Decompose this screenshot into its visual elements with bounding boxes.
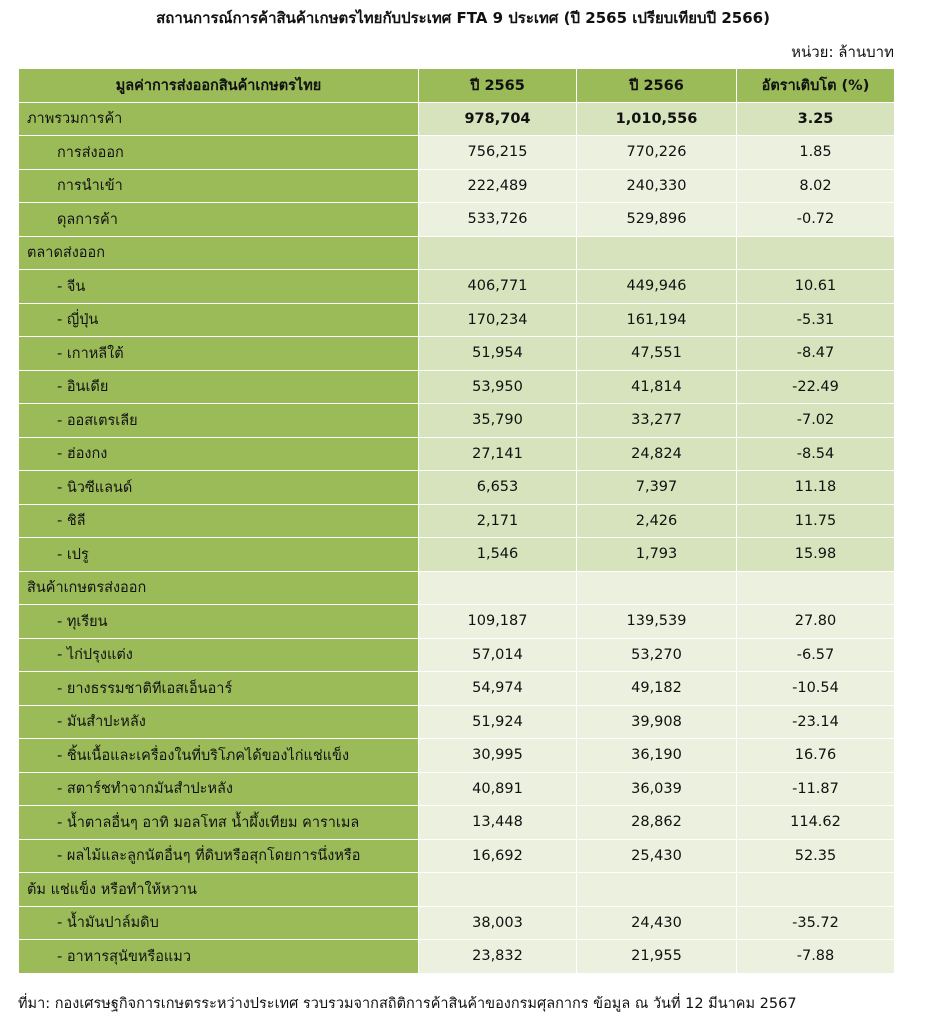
table-row-product [19, 806, 895, 840]
row-label: - เปรู [19, 538, 419, 572]
row-label: - มันสำปะหลัง [19, 705, 419, 739]
growth-value: -35.72 [737, 906, 895, 940]
value-2565: 756,215 [419, 136, 577, 170]
value-2565: 13,448 [419, 806, 577, 840]
value-2566: 240,330 [577, 169, 737, 203]
value-2566: 24,824 [577, 437, 737, 471]
table-row-product [19, 839, 895, 873]
table-row-market [19, 270, 895, 304]
growth-value: 15.98 [737, 538, 895, 572]
row-label: - เกาหลีใต้ [19, 337, 419, 371]
value-2565: 109,187 [419, 605, 577, 639]
value-2565: 978,704 [419, 102, 577, 136]
value-2565: 53,950 [419, 370, 577, 404]
table-row-product [19, 940, 895, 974]
row-label: - ออสเตรเลีย [19, 404, 419, 438]
table-row-product [19, 672, 895, 706]
source-note: ที่มา: กองเศรษฐกิจการเกษตรระหว่างประเทศ รวบรวมจากสถิติการค้าสินค้าของกรมศุลกากร ข้อมูล ณ วันที่ 12 มีนาคม 2567 [18, 996, 797, 1012]
row-label: - ทุเรียน [19, 605, 419, 639]
table-row-market [19, 370, 895, 404]
value-2565: 1,546 [419, 538, 577, 572]
value-2566: 1,010,556 [577, 102, 737, 136]
row-label: - อาหารสุนัขหรือแมว [19, 940, 419, 974]
row-label: - ญี่ปุ่น [19, 303, 419, 337]
growth-value: 10.61 [737, 270, 895, 304]
growth-value: 8.02 [737, 169, 895, 203]
table-row-total [19, 102, 895, 136]
row-label: ภาพรวมการค้า [19, 102, 419, 136]
table-row-product [19, 772, 895, 806]
value-2566: 529,896 [577, 203, 737, 237]
value-2565: 170,234 [419, 303, 577, 337]
value-2566: 770,226 [577, 136, 737, 170]
value-2566: 39,908 [577, 705, 737, 739]
value-2565: 38,003 [419, 906, 577, 940]
value-2566: 449,946 [577, 270, 737, 304]
growth-value: 27.80 [737, 605, 895, 639]
growth-value: -22.49 [737, 370, 895, 404]
row-label: - ชิลี [19, 504, 419, 538]
table-row-market [19, 404, 895, 438]
row-label: - น้ำมันปาล์มดิบ [19, 906, 419, 940]
table-row-market [19, 471, 895, 505]
table-row-product [19, 638, 895, 672]
value-2566: 36,190 [577, 739, 737, 773]
row-label-continuation: ต้ม แช่แข็ง หรือทำให้หวาน [19, 873, 419, 907]
section-title: ตลาดส่งออก [19, 236, 419, 270]
section-row-markets [19, 236, 895, 270]
value-2566: 7,397 [577, 471, 737, 505]
value-2565: 27,141 [419, 437, 577, 471]
header-year-2565: ปี 2565 [419, 69, 577, 103]
trade-table [18, 68, 895, 974]
value-2565: 533,726 [419, 203, 577, 237]
table-row-summary [19, 136, 895, 170]
growth-value: 3.25 [737, 102, 895, 136]
row-label: การนำเข้า [19, 169, 419, 203]
value-2566: 36,039 [577, 772, 737, 806]
growth-value: 1.85 [737, 136, 895, 170]
value-2566: 161,194 [577, 303, 737, 337]
value-2565: 30,995 [419, 739, 577, 773]
row-label: - สตาร์ชทำจากมันสำปะหลัง [19, 772, 419, 806]
value-2566: 1,793 [577, 538, 737, 572]
value-2566: 33,277 [577, 404, 737, 438]
table-row-market [19, 538, 895, 572]
growth-value: 16.76 [737, 739, 895, 773]
growth-value: -10.54 [737, 672, 895, 706]
value-2566: 21,955 [577, 940, 737, 974]
row-label: - ยางธรรมชาติทีเอสเอ็นอาร์ [19, 672, 419, 706]
table-row-summary [19, 169, 895, 203]
value-2565: 35,790 [419, 404, 577, 438]
value-2566: 47,551 [577, 337, 737, 371]
value-2565: 40,891 [419, 772, 577, 806]
row-label: การส่งออก [19, 136, 419, 170]
value-2565: 2,171 [419, 504, 577, 538]
value-2565: 23,832 [419, 940, 577, 974]
growth-value: 11.18 [737, 471, 895, 505]
growth-value: -6.57 [737, 638, 895, 672]
value-2566: 53,270 [577, 638, 737, 672]
growth-value: -7.88 [737, 940, 895, 974]
table-row-market [19, 504, 895, 538]
growth-value: -8.47 [737, 337, 895, 371]
section-row-products [19, 571, 895, 605]
row-label: - นิวซีแลนด์ [19, 471, 419, 505]
value-2565: 406,771 [419, 270, 577, 304]
section-title: สินค้าเกษตรส่งออก [19, 571, 419, 605]
table-row-product-continuation [19, 873, 895, 907]
table-row-product [19, 739, 895, 773]
table-row-market [19, 337, 895, 371]
growth-value: -5.31 [737, 303, 895, 337]
table-row-product [19, 906, 895, 940]
value-2565: 222,489 [419, 169, 577, 203]
table-row-market [19, 437, 895, 471]
table-row-product [19, 705, 895, 739]
table-row-summary [19, 203, 895, 237]
row-label: - จีน [19, 270, 419, 304]
header-year-2566: ปี 2566 [577, 69, 737, 103]
value-2566: 24,430 [577, 906, 737, 940]
page-title: สถานการณ์การค้าสินค้าเกษตรไทยกับประเทศ FTA 9 ประเทศ (ปี 2565 เปรียบเทียบปี 2566) [156, 9, 770, 27]
value-2565: 16,692 [419, 839, 577, 873]
row-label: ดุลการค้า [19, 203, 419, 237]
growth-value: -0.72 [737, 203, 895, 237]
value-2565: 51,924 [419, 705, 577, 739]
table-row-product [19, 605, 895, 639]
row-label: - อินเดีย [19, 370, 419, 404]
header-item: มูลค่าการส่งออกสินค้าเกษตรไทย [19, 69, 419, 103]
value-2566: 139,539 [577, 605, 737, 639]
value-2566: 28,862 [577, 806, 737, 840]
row-label: - น้ำตาลอื่นๆ อาทิ มอลโทส น้ำผึ้งเทียม คาราเมล [19, 806, 419, 840]
value-2566: 41,814 [577, 370, 737, 404]
value-2566: 49,182 [577, 672, 737, 706]
row-label: - ไก่ปรุงแต่ง [19, 638, 419, 672]
row-label: - ผลไม้และลูกนัตอื่นๆ ที่ดิบหรือสุกโดยการนึ่งหรือ [19, 839, 419, 873]
growth-value: -23.14 [737, 705, 895, 739]
header-growth: อัตราเติบโต (%) [737, 69, 895, 103]
value-2566: 2,426 [577, 504, 737, 538]
row-label: - ฮ่องกง [19, 437, 419, 471]
value-2565: 51,954 [419, 337, 577, 371]
growth-value: -8.54 [737, 437, 895, 471]
value-2565: 57,014 [419, 638, 577, 672]
value-2565: 6,653 [419, 471, 577, 505]
table-header-row [19, 69, 895, 103]
growth-value: 11.75 [737, 504, 895, 538]
growth-value: -11.87 [737, 772, 895, 806]
value-2565: 54,974 [419, 672, 577, 706]
table-row-market [19, 303, 895, 337]
growth-value: 114.62 [737, 806, 895, 840]
value-2566: 25,430 [577, 839, 737, 873]
growth-value: 52.35 [737, 839, 895, 873]
row-label: - ชิ้นเนื้อและเครื่องในที่บริโภคได้ของไก่แช่แข็ง [19, 739, 419, 773]
growth-value: -7.02 [737, 404, 895, 438]
unit-label: หน่วย: ล้านบาท [791, 43, 894, 61]
